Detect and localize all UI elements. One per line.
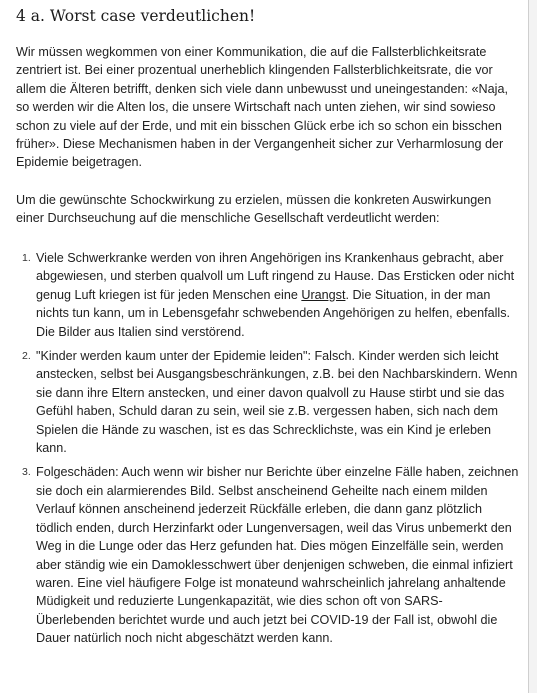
paragraph-intro: Wir müssen wegkommen von einer Kommunikation, die auf die Fallsterblichkeitsrate zentriert ist. Bei einer prozentual unerheblich klingenden Fallsterblichkeitsrate, die vor allem die Älteren betrifft, denken sich viele dann unbewusst und uneingestanden: «Naja, so werden wir die Alten los, die unsere Wirtschaft nach unten ziehen, wir sind sowieso schon zu viele auf der Erde, und mit ein bisschen Glück erbe ich so schon ein bisschen früher». Diese Mechanismen haben in der Vergangenheit sicher zur Verharmlosung der Epidemie beigetragen.	[16, 45, 508, 170]
urangst-link[interactable]: Urangst	[301, 287, 346, 302]
list-item-text: "Kinder werden kaum unter der Epidemie leiden": Falsch. Kinder werden sich leicht anstecken, selbst bei Ausgangsbeschränkungen, z.B. bei den Nachbarskindern. Wenn sie dann ihre Eltern anstecken, und einer davon qualvoll zu Hause stirbt und sie das Gefühl haben, Schuld daran zu sein, weil sie z.B. vergessen haben, sich nach dem Spielen die Hände zu waschen, ist es das Schrecklichste, was ein Kind je erleben kann.	[36, 349, 518, 456]
list-item-number: 3.	[22, 466, 31, 479]
list-item	[16, 347, 521, 457]
list-item	[16, 463, 521, 647]
list-item-number: 2.	[22, 350, 31, 363]
list-item-number: 1.	[22, 252, 31, 264]
scrollbar-track[interactable]	[529, 0, 537, 693]
section-heading: 4 a. Worst case verdeutlichen!	[16, 7, 256, 25]
list-item	[16, 249, 521, 341]
list-item-text-cont: . Die Situation, in der man nichts tun kann, um in Lebensgefahr schwebenden Angehörigen zu helfen, ebenfalls. Die Bilder aus Italien sind verstörend.	[36, 287, 510, 339]
list-item-text: Folgeschäden: Auch wenn wir bisher nur Berichte über einzelne Fälle haben, zeichnen sie doch ein alarmierendes Bild. Selbst anscheinend Geheilte nach einem milden Verlauf können anscheinend jederzeit Rückfälle erleben, die dann ganz plötzlich tödlich enden, durch Herzinfarkt oder Lungenversagen, weil das Virus unbemerkt den Weg in die Lunge oder das Herz gefunden hat. Dies mögen Einzelfälle sein, werden aber ständig wie ein Damoklesschwert über denjenigen schweben, die einmal infiziert waren. Eine viel häufigere Folge ist monateund wahrscheinlich jahrelang anhaltende Müdigkeit und reduzierte Lungenkapazität, wie dies schon oft von SARS-Überlebenden berichtet wurde und auch jetzt bei COVID-19 der Fall ist, obwohl die Dauer natürlich noch nicht abgeschätzt werden kann.	[36, 465, 519, 646]
paragraph-lead: Um die gewünschte Schockwirkung zu erzielen, müssen die konkreten Auswirkungen einer Durchseuchung auf die menschliche Gesellschaft verdeutlicht werden:	[16, 193, 492, 226]
list-item-text: Viele Schwerkranke werden von ihren Angehörigen ins Krankenhaus gebracht, aber abgewiesen, und sterben qualvoll um Luft ringend zu Hause. Das Ersticken oder nicht genug Luft kriegen ist für jeden Menschen eine	[36, 251, 515, 302]
consequences-list	[16, 249, 521, 654]
